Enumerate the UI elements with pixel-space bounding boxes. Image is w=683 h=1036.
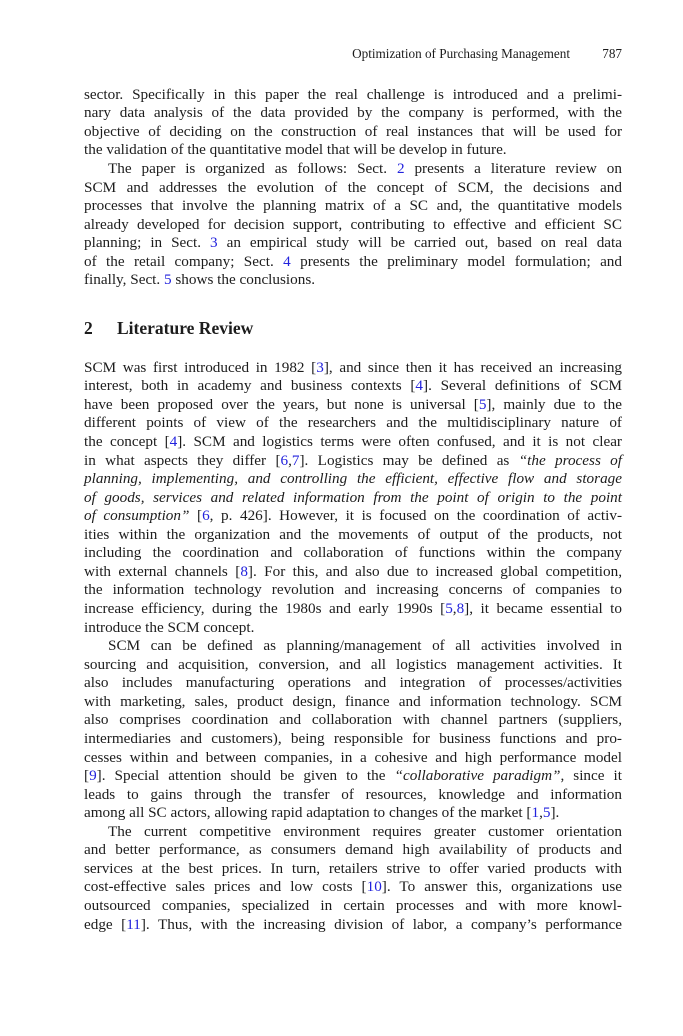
text-span: sector. Specifically in this paper the real challenge is introduced and a prelimi- [84,85,622,103]
text-span: ]. To answer this, organizations use [381,878,622,896]
text-line [84,860,622,879]
citation-link[interactable]: 5 [542,804,551,822]
text-span: leads to gains through the transfer of resources, knowledge and information [84,785,622,803]
text-span: with marketing, sales, product design, finance and information technology. SCM [84,692,622,710]
paragraph [84,637,622,823]
text-span: ], and since then it has received an increasing [323,358,623,376]
text-line [84,730,622,749]
text-line [84,489,622,508]
text-line [84,637,622,656]
text-span: SCM can be defined as planning/management of all activities involved in [108,637,622,655]
text-span: of the retail company; Sect. [84,252,284,270]
text-span: objective of deciding on the construction of real instances that will be used for [84,122,622,140]
text-line [84,878,622,897]
text-line [84,271,622,290]
text-line [84,470,622,489]
section-number: 2 [84,318,93,338]
text-line [84,786,622,805]
text-line [84,160,622,179]
text-line [84,377,622,396]
text-line [84,253,622,272]
citation-link[interactable]: 11 [126,915,141,933]
text-span: presents a literature review on [404,159,622,177]
citation-link[interactable]: 5 [164,271,172,289]
italic-text: “the process of [518,451,622,469]
text-span: different points of view of the researchers and the multidisciplinary nature of [84,414,622,432]
text-line [84,563,622,582]
text-span: introduce the SCM concept. [84,618,255,636]
text-span: ities within the organization and the movements of output of the products, not [84,525,622,543]
text-line [84,216,622,235]
text-line [84,693,622,712]
text-line [84,656,622,675]
text-span: also comprises coordination and collaboration with channel partners (suppliers, [84,711,622,729]
text-line [84,452,622,471]
text-line [84,544,622,563]
citation-link[interactable]: 9 [89,767,97,785]
text-span: ]. For this, and also due to increased global competition, [247,562,622,580]
text-span: services at the best prices. In turn, retailers strive to offer varied products with [84,859,622,877]
paragraph [84,823,622,934]
text-line [84,179,622,198]
citation-link[interactable]: 4 [415,377,424,395]
citation-link[interactable]: 10 [366,878,382,896]
page-number: 787 [602,46,622,61]
text-line [84,749,622,768]
text-span: , [288,451,292,469]
citation-link[interactable]: 7 [291,451,300,469]
text-span: the validation of the quantitative model that will be develop in future. [84,141,507,159]
text-line [84,916,622,935]
citation-link[interactable]: 1 [531,804,540,822]
italic-text: planning, implementing, and controlling the efficient, effective flow and storage [84,470,622,488]
text-span: sourcing and acquisition, conversion, and all logistics management activities. It [84,655,622,673]
text-line [84,526,622,545]
paragraph [84,359,622,637]
text-line [84,234,622,253]
section-heading [84,318,253,340]
text-line [84,123,622,142]
text-span: The current competitive environment requires greater customer orientation [108,822,622,840]
text-span: the concept [ [84,432,170,450]
text-line [84,619,622,638]
text-span: SCM and addresses the evolution of the concept of SCM, the decisions and [84,178,622,196]
text-line [84,507,622,526]
text-span: shows the conclusions. [171,271,316,289]
italic-text: of goods, services and related information from the point of origin to the point [84,488,622,506]
text-line [84,600,622,619]
section-body [84,359,622,934]
text-span: ]. SCM and logistics terms were often confused, and it is not clear [177,432,622,450]
text-span: cesses within and between companies, in a cohesive and high performance model [84,748,622,766]
text-line [84,86,622,105]
text-span: , [452,600,457,617]
citation-link[interactable]: 5 [478,395,487,413]
citation-link[interactable]: 8 [456,600,465,617]
text-line [84,197,622,216]
text-span: ]. Logistics may be defined as [299,451,519,469]
text-span: an empirical study will be carried out, based on real data [217,234,622,252]
citation-link[interactable]: 5 [445,600,453,617]
text-span: have been proposed over the years, but none is universal [ [84,395,479,413]
text-span: edge [ [84,915,127,933]
text-span: ]. Special attention should be given to the [96,767,395,785]
section-title: Literature Review [117,318,254,338]
text-span: including the coordination and collaboration of functions within the company [84,544,622,562]
text-span: , since it [560,767,622,785]
text-span: ], mainly due to the [486,395,622,413]
text-span: ]. Thus, with the increasing division of labor, a company’s performance [140,915,622,933]
text-line [84,804,622,823]
citation-link[interactable]: 3 [210,234,218,252]
text-span: already developed for decision support, contributing to effective and efficient SC [84,215,622,233]
citation-link[interactable]: 4 [283,252,291,270]
citation-link[interactable]: 2 [396,159,405,177]
text-span: , [539,804,543,822]
intro-text [84,86,622,290]
italic-text: “collaborative paradigm” [394,767,561,785]
text-span: ]. [550,804,560,822]
text-span: interest, both in academy and business contexts [ [84,377,416,395]
text-line [84,841,622,860]
citation-link[interactable]: 6 [202,507,210,525]
text-line [84,674,622,693]
text-span: among all SC actors, allowing rapid adaptation to changes of the market [ [84,804,532,822]
citation-link[interactable]: 3 [316,358,324,376]
text-line [84,359,622,378]
citation-link[interactable]: 8 [240,562,248,580]
text-span: ]. Several definitions of SCM [423,377,622,395]
running-head-title: Optimization of Purchasing Management [352,46,570,61]
text-span: planning; in Sect. [84,234,211,252]
text-span: cost-effective sales prices and low costs [ [84,878,367,896]
text-span: SCM was first introduced in 1982 [ [84,358,317,376]
text-span: nary data analysis of the data provided by the company is performed, with the [84,104,622,122]
text-line [84,433,622,452]
text-span: outsourced companies, specialized in certain processes and with more knowl- [84,897,622,914]
text-line [84,767,622,786]
text-span: presents the preliminary model formulation; and [290,252,622,270]
text-line [84,414,622,433]
text-span: The paper is organized as follows: Sect. [108,159,397,177]
text-span: [ [84,767,90,785]
paragraph [84,86,622,160]
text-line [84,711,622,730]
text-span: increase efficiency, during the 1980s and early 1990s [ [84,600,446,617]
paragraph [84,160,622,290]
text-span: ], it became essential to [464,600,622,617]
text-span: processes that involve the planning matrix of a SC and, the quantitative models [84,197,622,215]
text-span: also includes manufacturing operations and integration of processes/activities [84,674,622,692]
text-span: and better performance, as consumers demand high availability of products and [84,841,622,859]
text-span: the information technology revolution and increasing concerns of companies to [84,581,622,599]
citation-link[interactable]: 6 [280,451,289,469]
text-line [84,104,622,123]
citation-link[interactable]: 4 [169,432,178,450]
text-line [84,396,622,415]
text-span: [ [189,507,203,525]
text-span: , p. 426]. However, it is focused on the coordination of activ- [209,507,623,525]
text-line [84,897,622,916]
text-span: finally, Sect. [84,271,164,289]
text-line [84,581,622,600]
text-line [84,141,622,160]
italic-text: of consumption” [84,507,190,525]
text-line [84,823,622,842]
running-head [84,46,622,64]
text-span: in what aspects they differ [ [84,451,281,469]
text-span: with external channels [ [84,562,241,580]
text-span: intermediaries and customers), being responsible for business functions and pro- [84,729,622,747]
